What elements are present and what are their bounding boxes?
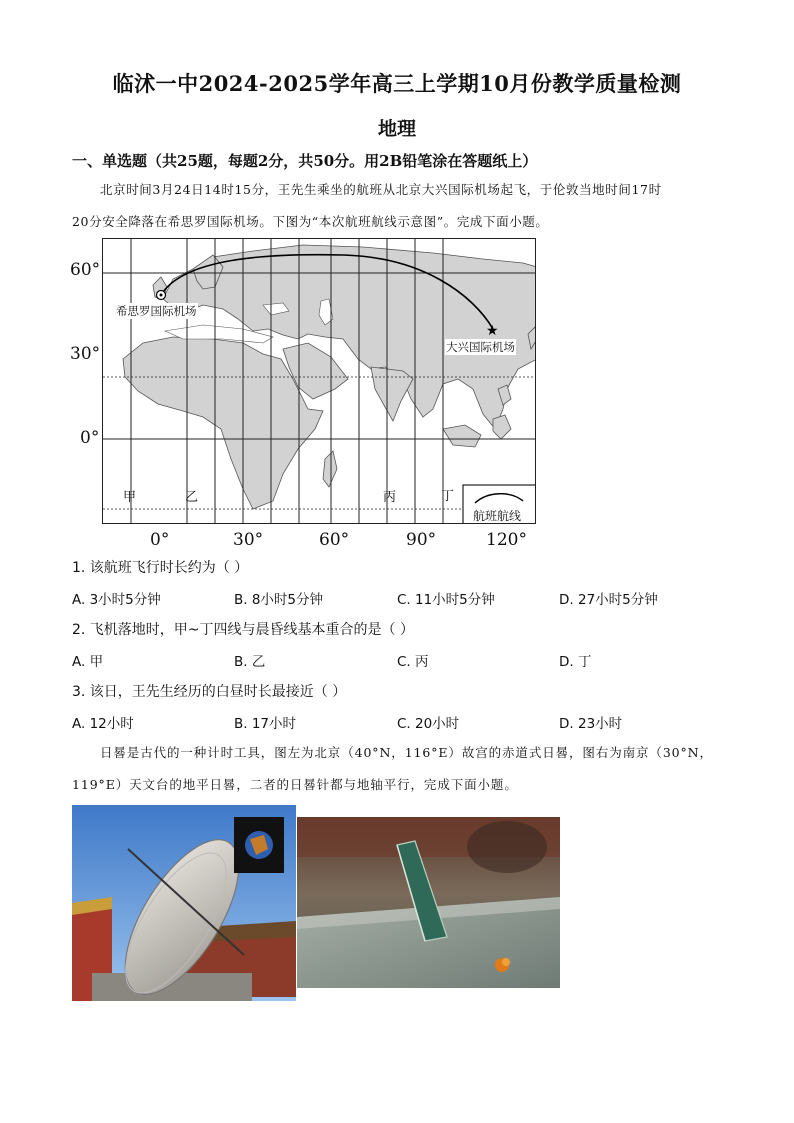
beijing-sundial-photo [72,805,296,1001]
q2-option-a[interactable]: A. 甲 [72,654,104,670]
question-3-stem: 3. 该日，王先生经历的白昼时长最接近（ ） [72,684,347,700]
q3-option-a[interactable]: A. 12小时 [72,716,134,732]
heathrow-label: 希思罗国际机场 [116,304,197,318]
lat-label-0: 0° [80,428,100,448]
lon-label-30: 30° [233,530,264,550]
subject-title: 地理 [377,118,416,140]
intro-line-1: 北京时间3月24日14时15分，王先生乘坐的航班从北京大兴国际机场起飞，于伦敦当地时间17时 [100,182,662,197]
section-heading: 一、单选题（共25题，每题2分，共50分。用2B铅笔涂在答题纸上） [72,152,538,170]
q3-option-b[interactable]: B. 17小时 [234,716,297,732]
q1-option-c[interactable]: C. 11小时5分钟 [397,592,495,608]
nanjing-sundial-photo [297,817,560,988]
daxing-label: 大兴国际机场 [446,340,515,354]
lat-label-30: 30° [70,344,101,364]
line-label-yi: 乙 [185,490,199,505]
legend-label: 航班航线 [473,509,522,523]
q3-option-c[interactable]: C. 20小时 [397,716,460,732]
intro-line-2: 20分安全降落在希思罗国际机场。下图为“本次航班航线示意图”。完成下面小题。 [72,214,549,229]
question-1-stem: 1. 该航班飞行时长约为（ ） [72,560,249,576]
lon-label-90: 90° [406,530,437,550]
line-label-ding: 丁 [441,489,455,504]
q1-option-d[interactable]: D. 27小时5分钟 [559,592,658,608]
india-landmass [371,367,413,421]
q2-option-b[interactable]: B. 乙 [234,654,266,670]
lat-label-60: 60° [70,260,101,280]
q1-option-b[interactable]: B. 8小时5分钟 [234,592,324,608]
sea-islands [443,425,481,447]
page-title: 临沭一中2024-2025学年高三上学期10月份教学质量检测 [112,71,682,96]
lon-label-120: 120° [486,530,527,550]
madagascar [323,451,337,487]
q3-option-d[interactable]: D. 23小时 [559,716,623,732]
question-2-stem: 2. 飞机落地时，甲~丁四线与晨昏线基本重合的是（ ） [72,622,414,638]
q2-option-d[interactable]: D. 丁 [559,654,592,670]
q1-option-a[interactable]: A. 3小时5分钟 [72,592,161,608]
q2-option-c[interactable]: C. 丙 [397,654,429,670]
lon-label-0: 0° [150,530,170,550]
lon-label-60: 60° [319,530,350,550]
intro2-line-2: 119°E）天文台的地平日晷，二者的日晷针都与地轴平行，完成下面小题。 [72,777,518,792]
intro2-line-1: 日晷是古代的一种计时工具，图左为北京（40°N，116°E）故宫的赤道式日晷，图右为南京（30°N， [100,745,713,760]
line-label-bing: 丙 [383,490,397,505]
world-map-svg [103,239,536,524]
line-label-jia: 甲 [123,490,137,505]
daxing-star-icon: ★ [486,323,499,339]
flight-route-map [102,238,536,524]
